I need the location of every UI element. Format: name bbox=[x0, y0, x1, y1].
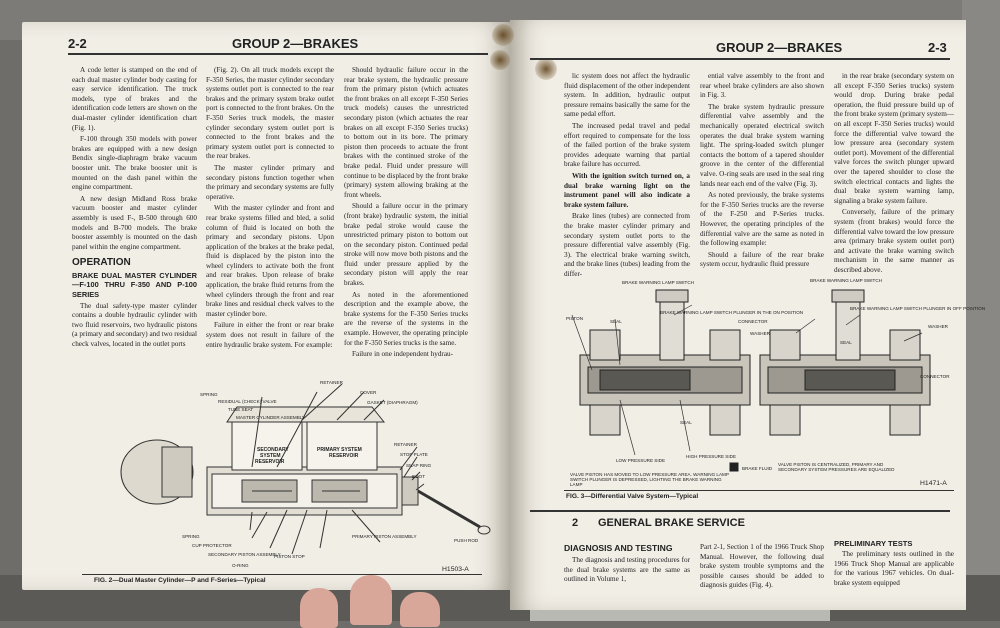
paragraph: The diagnosis and testing procedures for the dual brake systems are the same as outlined in Volume 1, bbox=[564, 556, 690, 584]
paragraph: As noted previously, the brake systems for the F-350 Series trucks are the reverse of the F-250 and P-Series trucks. However, the operating principles of the differential valve are the same as noted in the following example: bbox=[700, 191, 824, 248]
figure-label: PUSH ROD bbox=[454, 538, 479, 543]
figure-label: BRAKE WARNING LAMP SWITCH bbox=[622, 280, 694, 285]
paragraph: Should hydraulic failure occur in the rear brake system, the hydraulic pressure from the primary piston (which actuates the front brakes on all except F-350 Series truck models) causes the unrestricted secondary piston (which actuates the rear brakes on all except F-350 Series trucks) to bottom out in its bore. The primary piston then proceeds to actuate the front brakes with the continued stroke of the brake pedal. Fluid under pressure will continue to be displaced by the front brake (primary) system allowing braking at the front wheels. bbox=[344, 66, 468, 199]
right-header-rule bbox=[530, 58, 950, 60]
figure-label: BRAKE WARNING LAMP SWITCH PLUNGER IN OFF POSITION bbox=[850, 306, 986, 311]
figure-label: BRAKE WARNING LAMP SWITCH PLUNGER IN THE ON POSITION bbox=[660, 310, 804, 315]
caption-rule bbox=[82, 574, 482, 575]
left-page-number: 2-2 bbox=[68, 36, 87, 51]
reservoir-label: RESERVOIR bbox=[255, 459, 285, 465]
figure-label: RETAINER bbox=[320, 380, 343, 385]
right-column-3 bbox=[834, 72, 954, 277]
figure-label: SNAP RING bbox=[406, 463, 432, 468]
figure-note: VALVE PISTON HAS MOVED TO LOW PRESSURE AREA. WARNING LAMP SWITCH PLUNGER IS DEPRESSED, LIGHTING THE BRAKE WARNING LAMP bbox=[570, 472, 729, 487]
figure-label: SEAL bbox=[680, 420, 692, 425]
figure-label: PISTON bbox=[566, 316, 584, 321]
figure-label: BOOT bbox=[412, 474, 426, 479]
paragraph: Part 2-1, Section 1 of the 1966 Truck Shop Manual. However, the following dual brake system trouble symptoms and the possible causes should be added to diagnosis guides (Fig. 4). bbox=[700, 543, 824, 590]
finger bbox=[350, 575, 392, 625]
figure-label: WASHER bbox=[928, 324, 948, 329]
paragraph: in the rear brake (secondary system on all except F-350 Series trucks) system would drop. During brake pedal operation, the fluid pressure build up of the front brake system (primary system—on all except F-350 Series trucks) would force the differential valve toward the low pressure area (secondary system outlet port). Movement of the differential valve forces the switch plunger upward over the tapered shoulder to close the switch electrical contacts and lights the dual brake system warning lamp, signaling a brake system failure. bbox=[834, 72, 954, 205]
figure-label: TUBE SEAT bbox=[228, 407, 254, 412]
paragraph: Should a failure of the rear brake system occur, hydraulic fluid pressure bbox=[700, 250, 824, 269]
paragraph: ential valve assembly to the front and rear wheel brake cylinders are also shown in Fig. 3. bbox=[700, 72, 824, 100]
figure-label: CUP PROTECTOR bbox=[192, 543, 232, 548]
figure-note: VALVE PISTON IS CENTRALIZED, PRIMARY AND SECONDARY SYSTEM PRESSURES ARE EQUALIZED bbox=[778, 462, 895, 472]
paragraph: With the master cylinder and front and rear brake systems filled and bled, a solid column of fluid is located on both the primary and secondary pistons. Upon application of the brakes at the brake pedal, fluid is displaced by the piston into the wheel cylinders to activate both the front and rear brakes. Upon release of brake application, the brake fluid returns from the wheel cylinders through the front and rear brake lines and residual check valves to the master cylinder bore. bbox=[206, 204, 334, 318]
left-header-rule bbox=[68, 53, 488, 55]
section-rule bbox=[530, 510, 950, 512]
figure-2-caption: FIG. 2—Dual Master Cylinder—P and F-Series—Typical bbox=[94, 577, 266, 584]
master-cylinder-diagram bbox=[102, 352, 502, 562]
diagnosis-heading: DIAGNOSIS AND TESTING bbox=[564, 543, 673, 553]
figure-label: WASHER bbox=[750, 331, 770, 336]
left-page-header: GROUP 2—BRAKES bbox=[232, 36, 359, 51]
paragraph: A code letter is stamped on the end of each dual master cylinder body casting for easy service identification. The truck models, type of brakes and the identification code letters are shown on the dual-master cylinder identification chart (Fig. 1). bbox=[72, 66, 197, 132]
figure-label: SPRING bbox=[182, 534, 200, 539]
figure-label: HIGH PRESSURE SIDE bbox=[686, 454, 737, 459]
subheading: BRAKE DUAL MASTER CYLINDER—F-100 THRU F-350 AND P-100 SERIES bbox=[72, 270, 197, 300]
figure-label: CONNECTOR bbox=[920, 374, 950, 379]
section-title: GENERAL BRAKE SERVICE bbox=[598, 517, 745, 529]
paragraph: Failure in one independent hydrau- bbox=[352, 350, 453, 359]
figure-label: RESIDUAL (CHECK) VALVE bbox=[218, 399, 277, 404]
stain bbox=[490, 50, 510, 70]
figure-label: SEAL bbox=[610, 319, 622, 324]
left-page bbox=[22, 22, 510, 590]
section-number: 2 bbox=[572, 517, 579, 529]
warning-sentence: With the ignition switch turned on, a dual brake warning light on the instrument panel will also indicate a brake system failure. bbox=[564, 171, 690, 209]
figure-label: STOP PLATE bbox=[400, 452, 428, 457]
stain bbox=[492, 24, 514, 46]
figure-3-id: H1471-A bbox=[920, 480, 947, 487]
figure-label: SEAL bbox=[840, 340, 852, 345]
caption-rule bbox=[564, 490, 954, 491]
paragraph: Should a failure occur in the primary (front brake) hydraulic system, the initial brake pedal stroke would cause the unrestricted primary piston to bottom out on the secondary piston. Continued pedal stroke will now move both pistons and the fluid under pressure applied by the secondary piston will apply the rear brakes. bbox=[344, 202, 468, 288]
right-page-header: GROUP 2—BRAKES bbox=[716, 40, 843, 55]
paragraph: The brake system hydraulic pressure differential valve assembly and the mechanically operated electrical switch operates the dual brake system warning light. The spring-loaded switch plunger contacts the bottom of a tapered shoulder groove in the center of the differential valve. O-ring seals are used in the seal ring lands near each end of the valve (Fig. 3). bbox=[700, 102, 824, 188]
left-column-2 bbox=[206, 66, 334, 352]
figure-label: LOW PRESSURE SIDE bbox=[616, 458, 666, 463]
reservoir-label: SECONDARY bbox=[257, 447, 289, 453]
figure-legend: BRAKE FLUID bbox=[742, 466, 773, 471]
reservoir-label: RESERVOIR bbox=[329, 453, 359, 459]
left-column-3 bbox=[344, 66, 468, 362]
right-page bbox=[510, 20, 986, 610]
right-column-2 bbox=[700, 72, 824, 272]
finger bbox=[300, 588, 338, 628]
paragraph: Failure in either the front or rear brake system does not result in failure of the entire hydraulic brake system. For example: bbox=[206, 321, 334, 349]
left-column-1 bbox=[72, 66, 197, 352]
figure-label: MASTER CYLINDER ASSEMBLY bbox=[236, 415, 306, 420]
paragraph: The increased pedal travel and pedal effort required to compensate for the loss of the failed portion of the brake system provides adequate warning that partial brake failure has occurred. bbox=[564, 121, 690, 169]
operation-heading: OPERATION bbox=[72, 257, 131, 269]
figure-label: O-RING bbox=[232, 563, 249, 568]
paragraph: The dual safety-type master cylinder contains a double hydraulic cylinder with two fluid reservoirs, two hydraulic pistons (a primary and secondary) and two residual check valves, located in the outlet ports bbox=[72, 301, 197, 349]
preliminary-tests-text bbox=[834, 550, 954, 590]
paragraph: The master cylinder primary and secondary pistons function together when the primary and secondary systems are fully operative. bbox=[206, 163, 334, 201]
figure-label: COVER bbox=[360, 390, 377, 395]
figure-label: GASKET (DIAPHRAGM) bbox=[367, 400, 418, 405]
paragraph: Brake lines (tubes) are connected from the brake master cylinder primary and secondary system outlet ports to the pressure differential valve assembly (Fig. 3). The electrical brake warning switch, and the brake lines (tubes) leading from the differ- bbox=[564, 212, 690, 278]
reservoir-label: SYSTEM bbox=[260, 453, 281, 459]
figure-label: BRAKE WARNING LAMP SWITCH bbox=[810, 278, 882, 283]
diagnosis-text bbox=[564, 556, 690, 587]
paragraph: The preliminary tests outlined in the 1966 Truck Shop Manual are applicable for the various 1967 vehicles. On dual-brake system equipped bbox=[834, 550, 954, 587]
stain bbox=[535, 58, 557, 80]
figure-2-id: H1503-A bbox=[442, 566, 469, 573]
paragraph: A new design Midland Ross brake vacuum booster and master cylinder assembly is used F-, B-500 through 600 models and B-700 models. The brake booster assembly is mounted on the dash panel within the engine compartment. bbox=[72, 194, 197, 251]
right-page-number: 2-3 bbox=[928, 40, 947, 55]
figure-label: SECONDARY PISTON ASSEMBLY bbox=[208, 552, 281, 557]
figure-label: PISTON STOP bbox=[274, 554, 305, 559]
paragraph: lic system does not affect the hydraulic fluid displacement of the other independent system. In addition, hydraulic output pressure remains basically the same for the same pedal effort. bbox=[564, 72, 690, 119]
finger bbox=[400, 592, 440, 627]
reservoir-label: PRIMARY SYSTEM bbox=[317, 447, 362, 453]
paragraph: As noted in the aforementioned description and the example above, the brake systems for the F-350 Series trucks are the reverse of the systems in the example. However, the operating principle for the F-350 Series trucks is the same. bbox=[344, 290, 468, 347]
figure-label: CONNECTOR bbox=[738, 319, 768, 324]
paragraph: Conversely, failure of the primary system (front brakes) would force the differential valve toward the low pressure area (primary brake system outlet port) and activate the brake warning switch mechanism in the same manner as described above. bbox=[834, 208, 954, 274]
diagnosis-continued bbox=[700, 543, 824, 593]
figure-label: PRIMARY PISTON ASSEMBLY bbox=[352, 534, 417, 539]
figure-label: RETAINER bbox=[394, 442, 417, 447]
figure-3-caption: FIG. 3—Differential Valve System—Typical bbox=[566, 493, 699, 500]
paragraph: F-100 through 350 models with power brakes are equipped with a new design Bendix single-diaphragm brake vacuum booster unit. The brake booster unit is mounted on the dash panel within the engine compartment. bbox=[72, 135, 197, 192]
preliminary-tests-heading: PRELIMINARY TESTS bbox=[834, 539, 913, 548]
right-column-1 bbox=[564, 72, 690, 281]
figure-label: SPRING bbox=[200, 392, 218, 397]
paragraph: (Fig. 2). On all truck models except the F-350 Series, the master cylinder secondary systems outlet port is connected to the rear brakes and the primary system brake outlet port is connected to the front brakes. On the F-350 Series truck models, the master cylinder secondary system outlet port is connected to the front brakes and the primary system outlet port is connected to the rear brakes. bbox=[206, 66, 334, 161]
